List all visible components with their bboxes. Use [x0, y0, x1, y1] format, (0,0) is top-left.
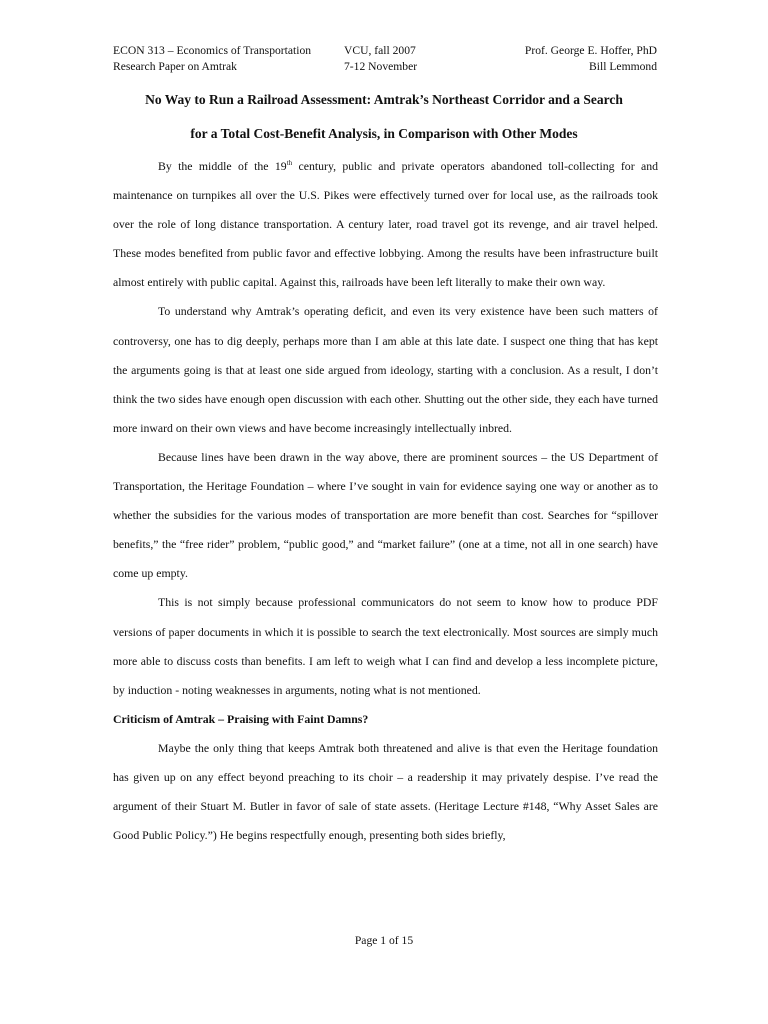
header-school-term: VCU, fall 2007: [344, 44, 416, 57]
page-number: Page 1 of 15: [354, 934, 414, 947]
paragraph-5: Maybe the only thing that keeps Amtrak both threatened and alive is that even the Heritage foundation has given up on any effect beyond preaching to its choir – a readership it may privately despise. I’ve read the argument of their Stuart M. Butler in favor of sale of state assets. (Heritage Lecture #148, “Why Asset Sales are Good Public Policy.”) He begins respectfully enough, presenting both sides briefly,: [113, 740, 658, 843]
paragraph-2: To understand why Amtrak’s operating deficit, and even its very existence have been such matters of controversy, one has to dig deeply, perhaps more than I am able at this late date. I suspect one thing that has kept the arguments going is that at least one side argued from ideology, starting with a conclusion. As a result, I don’t think the two sides have enough open discussion with each other. Shutting out the other side, they each have turned more inward on their own views and have become increasingly intellectually inbred.: [113, 304, 658, 435]
section-heading: Criticism of Amtrak – Praising with Faint Damns?: [113, 711, 369, 726]
ordinal-superscript: th: [286, 159, 293, 168]
header-author: Bill Lemmond: [589, 60, 657, 73]
paragraph-3: Because lines have been drawn in the way above, there are prominent sources – the US Department of Transportation, the Heritage Foundation – where I’ve sought in vain for evidence saying one way or another as to whether the subsidies for the various modes of transportation are more benefit than cost. Searches for “spillover benefits,” the “free rider” problem, “public good,” and “market failure” (one at a time, not all in one search) have come up empty.: [113, 449, 658, 581]
paragraph-4: This is not simply because professional communicators do not seem to know how to produce PDF versions of paper documents in which it is possible to search the text electronically. Most sources are simply much more able to discuss costs than benefits. I am left to weigh what I can find and develop a less incomplete picture, by induction - noting weaknesses in arguments, noting what is not mentioned.: [113, 595, 658, 697]
paragraph-1-start: By the middle of the 19: [158, 159, 287, 173]
header-subtitle: Research Paper on Amtrak: [113, 60, 237, 73]
document-title-line-1: No Way to Run a Railroad Assessment: Amtrak’s Northeast Corridor and a Search: [145, 92, 623, 107]
paragraph-1: [113, 152, 658, 297]
body-text: [113, 152, 658, 850]
header-professor: Prof. George E. Hoffer, PhD: [524, 44, 657, 57]
paragraph-1-rest: century, public and private operators abandoned toll-collecting for and maintenance on turnpikes all over the U.S. Pikes were effectively turned over for local use, as the railroads took over the role of long distance transportation. A century later, road travel got its revenge, and air travel helped. These modes benefited from public favor and effective lobbying. Among the results have been infrastructure built almost entirely with public capital. Against this, railroads have been left literally to make their own way.: [113, 159, 658, 290]
document-title-line-2: for a Total Cost-Benefit Analysis, in Comparison with Other Modes: [190, 126, 578, 141]
header-dates: 7-12 November: [344, 60, 418, 73]
header-course: ECON 313 – Economics of Transportation: [113, 44, 312, 57]
